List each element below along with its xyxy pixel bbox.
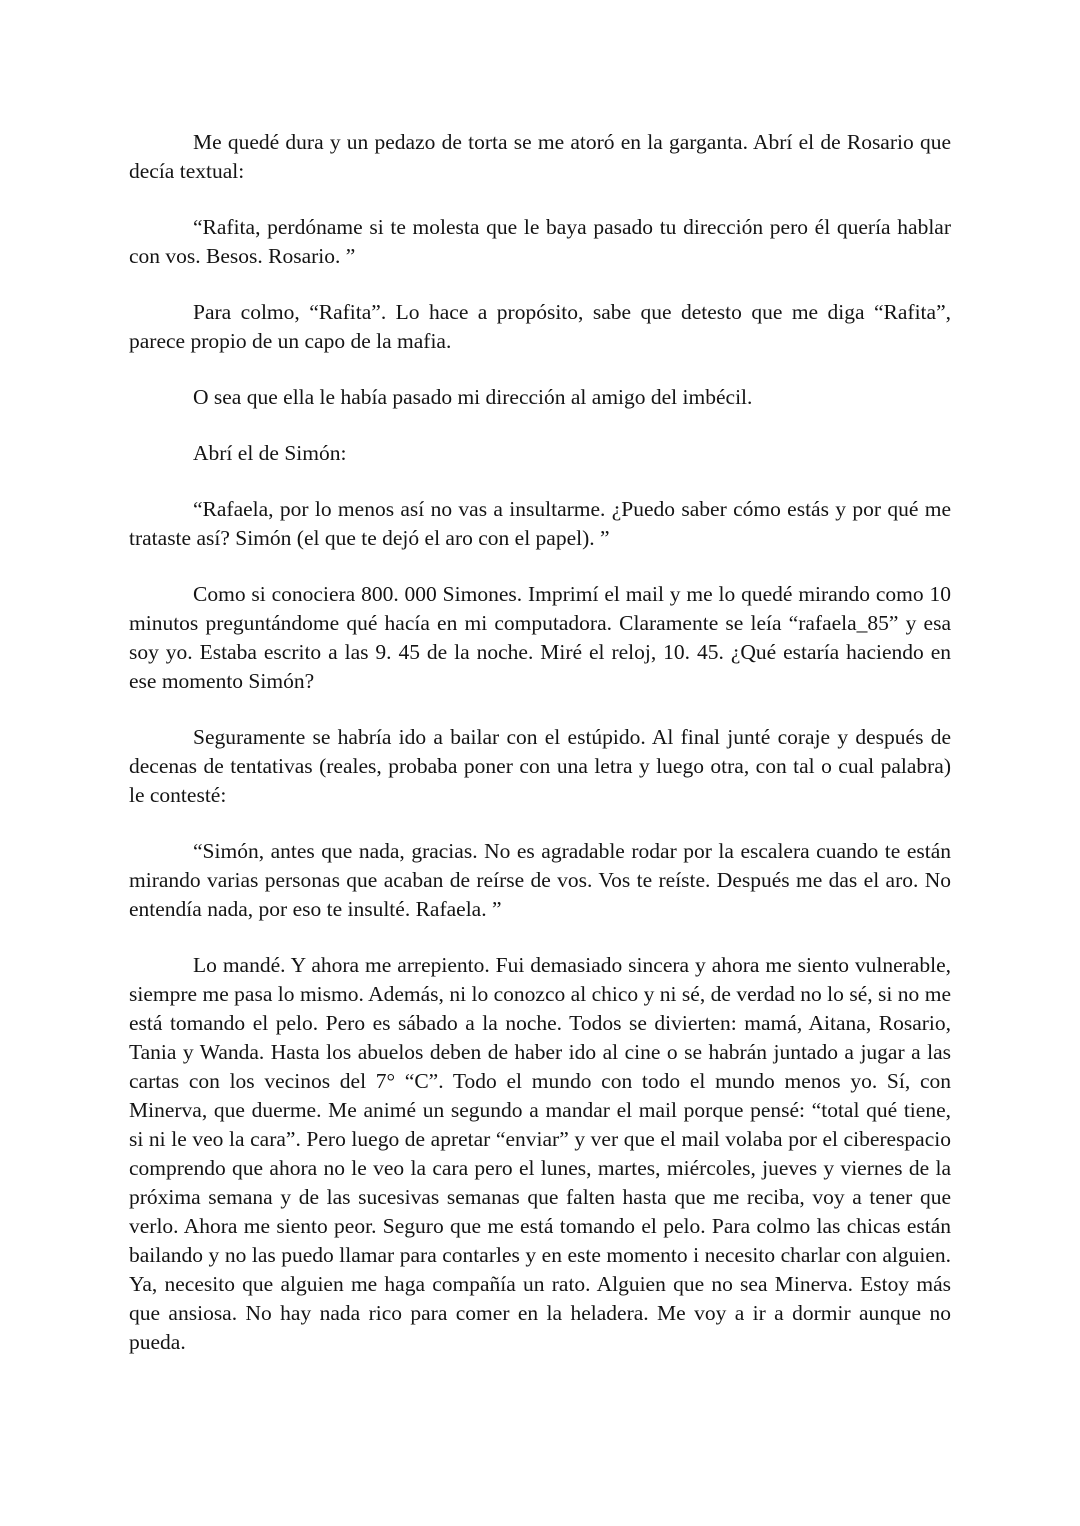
- paragraph-2-quote-rosario: “Rafita, perdóname si te molesta que le baya pasado tu dirección pero él quería hablar con vos. Besos. Rosario. ”: [129, 215, 951, 268]
- paragraph-4: O sea que ella le había pasado mi dirección al amigo del imbécil.: [193, 385, 753, 409]
- paragraph-9-quote-rafaela: “Simón, antes que nada, gracias. No es agradable rodar por la escalera cuando te están mirando varias personas que acaban de reírse de vos. Vos te reíste. Después me das el aro. No entendía nada, por eso te insulté. Rafaela. ”: [129, 839, 951, 921]
- document-page: [129, 128, 951, 1357]
- paragraph-3: Para colmo, “Rafita”. Lo hace a propósito, sabe que detesto que me diga “Rafita”, parece propio de un capo de la mafia.: [129, 300, 951, 353]
- paragraph-1: Me quedé dura y un pedazo de torta se me atoró en la garganta. Abrí el de Rosario que decía textual:: [129, 130, 951, 183]
- paragraph-6-quote-simon: “Rafaela, por lo menos así no vas a insultarme. ¿Puedo saber cómo estás y por qué me trataste así? Simón (el que te dejó el aro con el papel). ”: [129, 497, 951, 550]
- paragraph-8: Seguramente se habría ido a bailar con el estúpido. Al final junté coraje y después de decenas de tentativas (reales, probaba poner con una letra y luego otra, con tal o cual palabra) le contesté:: [129, 725, 951, 807]
- paragraph-5: Abrí el de Simón:: [193, 441, 347, 465]
- paragraph-10: Lo mandé. Y ahora me arrepiento. Fui demasiado sincera y ahora me siento vulnerable, siempre me pasa lo mismo. Además, ni lo conozco al chico y ni sé, de verdad no lo sé, si no me está tomando el pelo. Pero es sábado a la noche. Todos se divierten: mamá, Aitana, Rosario, Tania y Wanda. Hasta los abuelos deben de haber ido al cine o se habrán juntado a jugar a las cartas con los vecinos del 7° “C”. Todo el mundo con todo el mundo menos yo. Sí, con Minerva, que duerme. Me animé un segundo a mandar el mail porque pensé: “total qué tiene, si ni le veo la cara”. Pero luego de apretar “enviar” y ver que el mail volaba por el ciberespacio comprendo que ahora no le veo la cara pero el lunes, martes, miércoles, jueves y viernes de la próxima semana y de las sucesivas semanas que falten hasta que me reciba, voy a tener que verlo. Ahora me siento peor. Seguro que me está tomando el pelo. Para colmo las chicas están bailando y no las puedo llamar para contarles y en este momento i necesito charlar con alguien. Ya, necesito que alguien me haga compañía un rato. Alguien que no sea Minerva. Estoy más que ansiosa. No hay nada rico para comer en la heladera. Me voy a ir a dormir aunque no pueda.: [129, 953, 951, 1354]
- paragraph-7: Como si conociera 800. 000 Simones. Imprimí el mail y me lo quedé mirando como 10 minutos preguntándome qué hacía en mi computadora. Claramente se leía “rafaela_85” y esa soy yo. Estaba escrito a las 9. 45 de la noche. Miré el reloj, 10. 45. ¿Qué estaría haciendo en ese momento Simón?: [129, 582, 951, 693]
